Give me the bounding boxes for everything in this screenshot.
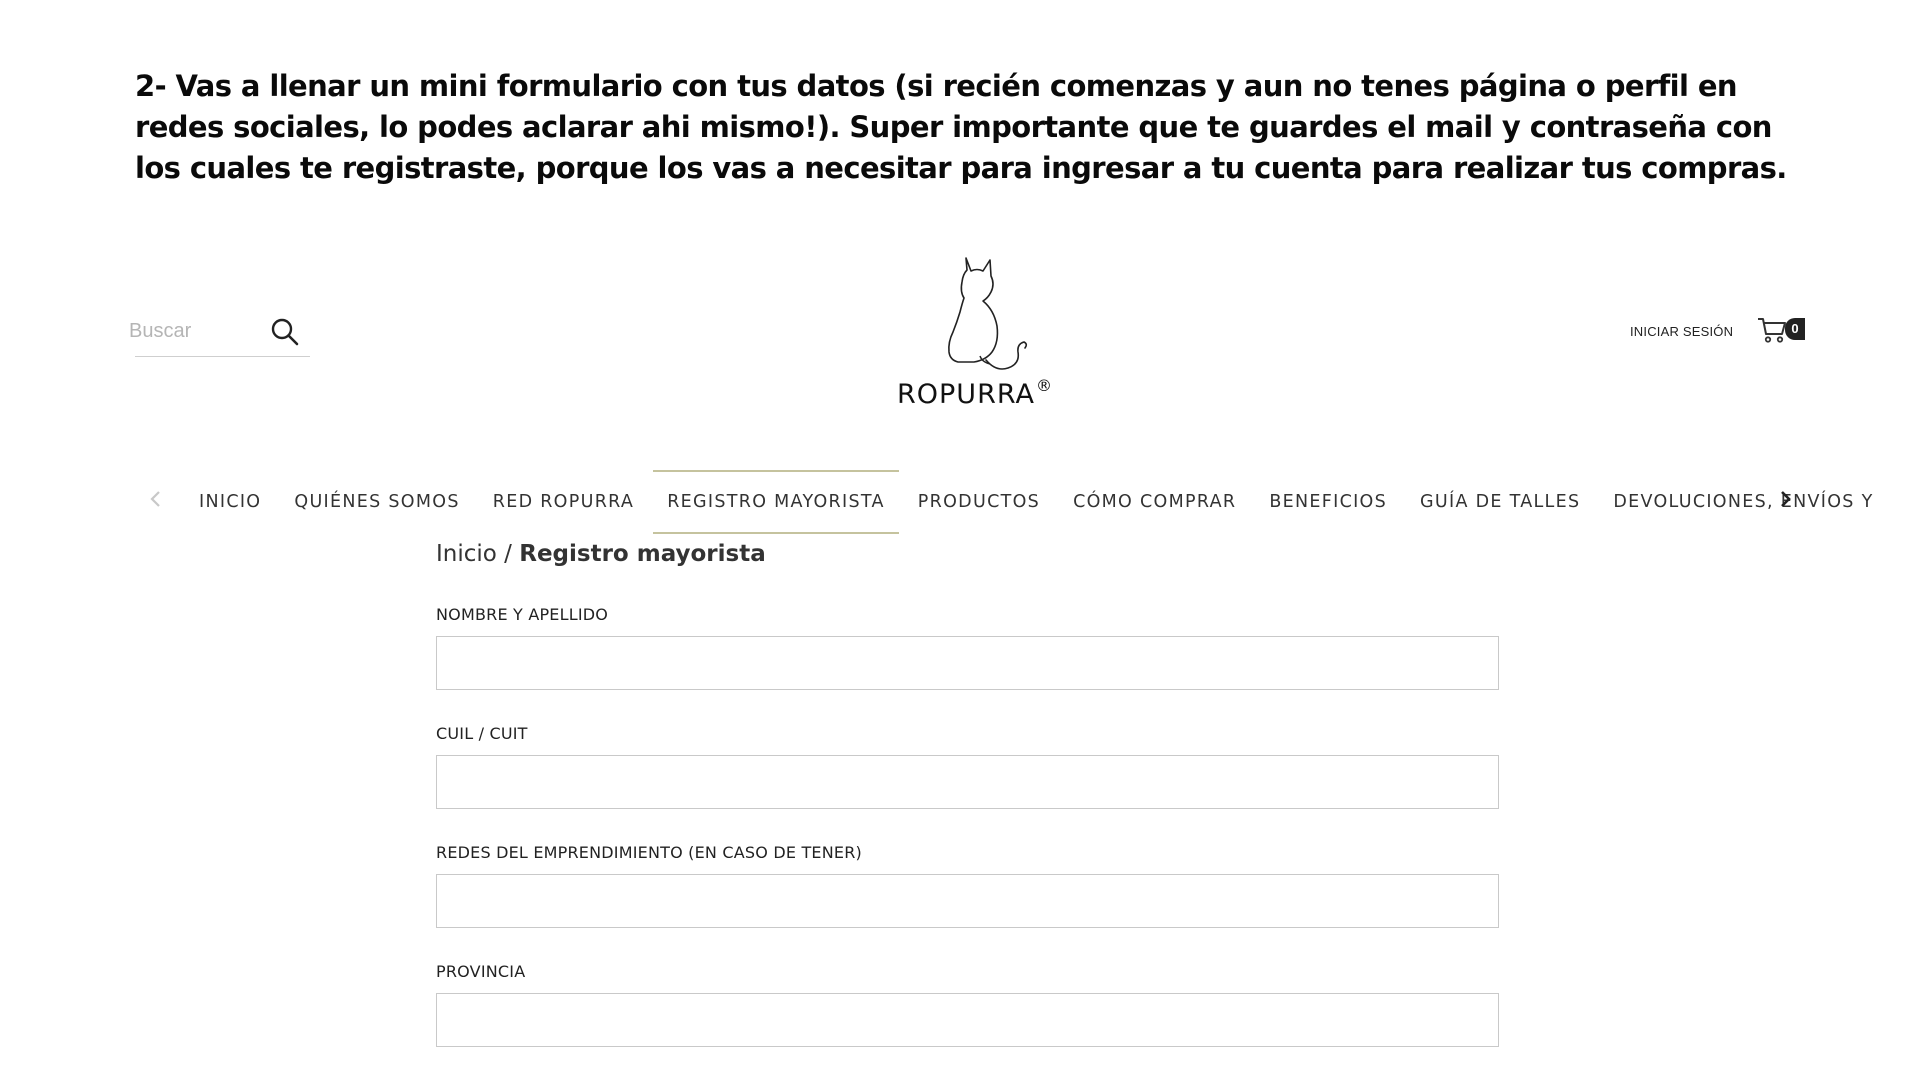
field-label: PROVINCIA	[436, 962, 526, 981]
registered-mark: ®	[1035, 376, 1053, 395]
cuit-input[interactable]	[436, 755, 1499, 809]
chevron-right-icon[interactable]	[1772, 486, 1798, 512]
breadcrumb	[436, 541, 766, 567]
chevron-left-icon[interactable]	[143, 486, 169, 512]
form-field-nombre	[436, 605, 1501, 690]
nav-item-quienes-somos[interactable]: QUIÉNES SOMOS	[294, 492, 460, 512]
field-label: CUIL / CUIT	[436, 724, 528, 743]
nav-item-devoluciones-envios-y[interactable]: DEVOLUCIONES, ENVÍOS Y	[1613, 492, 1874, 512]
breadcrumb-home-link[interactable]: Inicio	[436, 541, 497, 567]
cat-logo-icon	[920, 252, 1030, 374]
field-label: NOMBRE Y APELLIDO	[436, 605, 609, 624]
login-link[interactable]: INICIAR SESIÓN	[1630, 324, 1734, 339]
province-input[interactable]	[436, 993, 1499, 1047]
breadcrumb-current: Registro mayorista	[519, 541, 766, 567]
nav-item-inicio[interactable]: INICIO	[199, 492, 262, 512]
cart-count-badge: 0	[1785, 318, 1805, 340]
cart-icon	[1757, 316, 1787, 344]
main-nav	[135, 470, 1874, 532]
nav-item-red-ropurra[interactable]: RED ROPURRA	[492, 492, 635, 512]
search-bar	[135, 314, 310, 357]
breadcrumb-separator: /	[504, 541, 512, 567]
search-input[interactable]	[129, 316, 259, 346]
form-field-redes	[436, 843, 1501, 928]
nav-item-como-comprar[interactable]: CÓMO COMPRAR	[1073, 492, 1237, 512]
nav-item-registro-mayorista[interactable]: REGISTRO MAYORISTA	[653, 470, 899, 534]
nav-item-guia-de-talles[interactable]: GUÍA DE TALLES	[1420, 492, 1581, 512]
cart-button[interactable]	[1757, 316, 1797, 346]
nav-list	[185, 470, 1893, 532]
nav-item-productos[interactable]: PRODUCTOS	[917, 492, 1041, 512]
name-input[interactable]	[436, 636, 1499, 690]
site-logo[interactable]	[865, 252, 1085, 417]
nav-item-beneficios[interactable]: BENEFICIOS	[1269, 492, 1388, 512]
form-field-cuit	[436, 724, 1501, 809]
logo-text: ROPURRA	[897, 379, 1035, 410]
field-label: REDES DEL EMPRENDIMIENTO (EN CASO DE TENER)	[436, 843, 862, 862]
search-icon[interactable]	[270, 317, 300, 347]
form-field-provincia	[436, 962, 1501, 1047]
website-screenshot	[135, 238, 1874, 1028]
social-networks-input[interactable]	[436, 874, 1499, 928]
instruction-text: 2- Vas a llenar un mini formulario con tus datos (si recién comenzas y aun no tenes página o perfil en redes sociales, lo podes aclarar ahi mismo!). Super importante que te guardes el mail y contraseña con los cuales te registraste, porque los vas a necesitar para ingresar a tu cuenta para realizar tus compras.	[135, 69, 1787, 185]
